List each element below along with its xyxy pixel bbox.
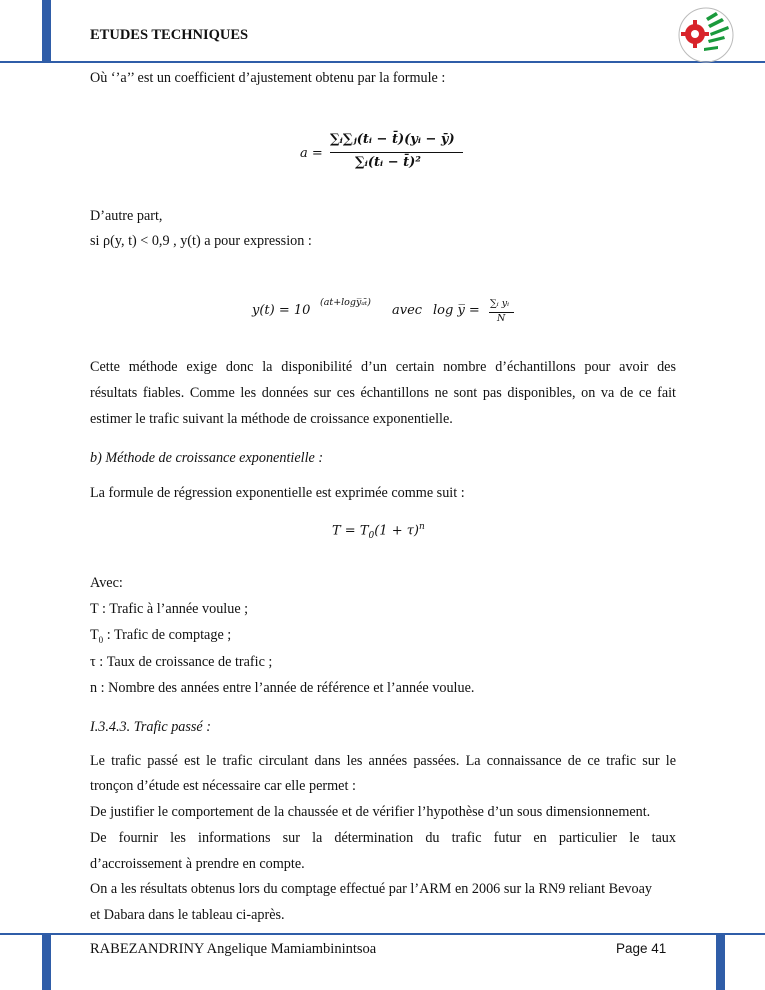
passe-line-3: De justifier le comportement de la chaussée et de vérifier l’hypothèse d’un sous dimensionnement. [90, 804, 651, 820]
passe-line-6: On a les résultats obtenus lors du comptage effectué par l’ARM en 2006 sur la RN9 reliant Bevoay [90, 881, 652, 897]
formula-a-denominator: ∑ᵢ(tᵢ − t̄)² [355, 155, 421, 170]
heading-trafic-passe: I.3.4.3. Trafic passé : [90, 719, 211, 735]
autre-part-paragraph: D’autre part, [90, 208, 163, 224]
formula-y-exponent: (at+logy̅ₐₜ̄) [320, 297, 371, 308]
formule-intro: La formule de régression exponentielle est exprimée comme suit : [90, 485, 465, 501]
definition-T0 [90, 626, 676, 649]
header-left-bar [42, 0, 51, 62]
definition-T0-text: : Trafic de comptage ; [103, 627, 232, 643]
passe-line-7: et Dabara dans le tableau ci-après. [90, 907, 285, 923]
passe-line-5: d’accroissement à prendre en compte. [90, 856, 305, 872]
header-title: ETUDES TECHNIQUES [90, 27, 249, 43]
avec-label: Avec: [90, 575, 123, 591]
formula-T-rhs: (1 + τ) [374, 523, 419, 539]
footer-left-bar [42, 934, 51, 990]
formula-y-frac-num: ∑ᵢ yᵢ [490, 298, 509, 309]
formula-y-logy: log y̅ = [433, 303, 480, 318]
methode-line-2: résultats fiables. Comme les données sur ces échantillons ne sont pas disponibles, on va de ce fait [90, 385, 676, 401]
formula-a-numerator: ∑ᵢ∑ⱼ(tᵢ − t̄)(yᵢ − ȳ) [330, 132, 455, 147]
definition-T0-sub: 0 [98, 634, 104, 645]
footer-rule [0, 933, 765, 935]
formula-T-exp: n [419, 522, 425, 532]
formula-a-lhs: a = [300, 146, 323, 161]
passe-line-2: tronçon d’étude est nécessaire car elle permet : [90, 778, 356, 794]
passe-line-4: De fournir les informations sur la détermination du trafic futur en particulier le taux [90, 830, 676, 846]
definition-tau: τ : Taux de croissance de trafic ; [90, 654, 273, 670]
footer-author: RABEZANDRINY Angelique Mamiambinintsoa [90, 941, 377, 957]
passe-line-1: Le trafic passé est le trafic circulant dans les années passées. La connaissance de ce trafic sur le [90, 753, 676, 769]
definition-n: n : Nombre des années entre l’année de référence et l’année voulue. [90, 680, 475, 696]
footer-page-number: Page 41 [616, 941, 667, 956]
formula-a-fraction-bar [330, 152, 463, 153]
definition-T0-symbol: T [90, 627, 99, 643]
formula-y-avec: avec [392, 303, 423, 318]
footer-right-bar [716, 934, 725, 990]
definition-T: T : Trafic à l’année voulue ; [90, 601, 249, 617]
methode-line-1: Cette méthode exige donc la disponibilité d’un certain nombre d’échantillons pour avoir des [90, 359, 676, 375]
heading-methode-b: b) Méthode de croissance exponentielle : [90, 450, 324, 466]
header-rule [0, 61, 765, 63]
institution-logo-icon [668, 6, 744, 64]
formula-T-sub: 0 [368, 530, 375, 541]
formula-T-lhs: T = T [332, 523, 369, 539]
methode-line-3: estimer le trafic suivant la méthode de croissance exponentielle. [90, 411, 453, 427]
formula-y-frac-den: N [497, 313, 506, 324]
formula-y-lhs: y(t) = 10 [252, 303, 311, 318]
intro-paragraph: Où ‘’a’’ est un coefficient d’ajustement obtenu par la formule : [90, 70, 446, 86]
condition-paragraph: si ρ(y, t) < 0,9 , y(t) a pour expression : [90, 233, 312, 249]
formula-T [332, 522, 425, 541]
